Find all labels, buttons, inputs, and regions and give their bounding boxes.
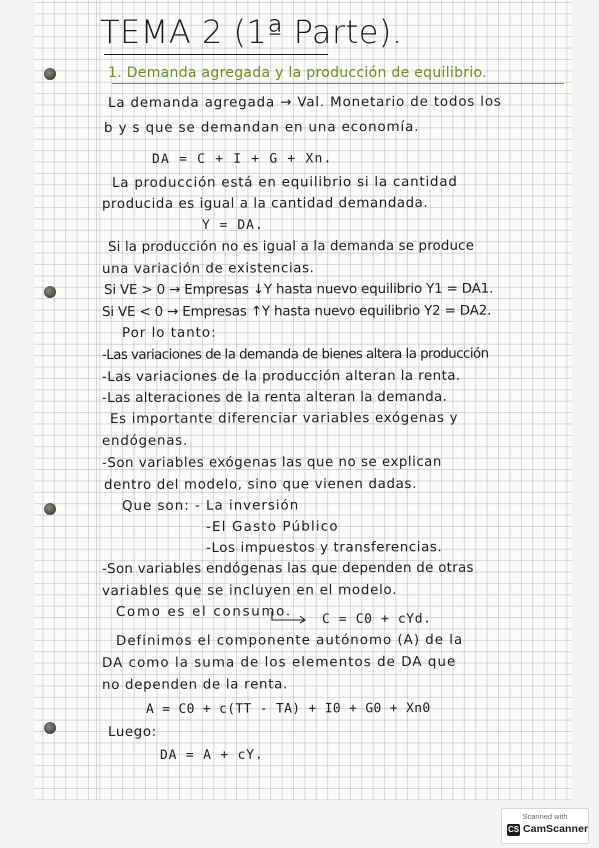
formula-line: DA = A + cY. xyxy=(159,747,264,763)
binder-hole xyxy=(44,722,56,734)
note-line: Si VE > 0 → Empresas ↓Y hasta nuevo equilibrio Y1 = DA1. xyxy=(103,281,494,298)
note-line: -Son variables endógenas las que dependen de otras xyxy=(101,560,474,577)
note-line: Por lo tanto: xyxy=(121,325,217,341)
watermark-caption: Scanned with xyxy=(522,812,568,821)
section-heading: 1. Demanda agregada y la producción de equilibrio. xyxy=(108,65,487,81)
title-underline xyxy=(104,54,328,55)
margin-line xyxy=(96,0,97,800)
note-line: La demanda agregada → Val. Monetario de todos los xyxy=(107,94,502,111)
binder-hole xyxy=(44,286,56,298)
formula-line: A = C0 + c(TT - TA) + I0 + G0 + Xn0 xyxy=(145,701,431,717)
note-line: dentro del modelo, sino que vienen dadas. xyxy=(103,476,418,493)
note-line: b y s que se demandan en una economía. xyxy=(103,119,420,136)
note-line: Como es el consumo. xyxy=(115,604,292,620)
note-line: -Las variaciones de la demanda de bienes altera la producción xyxy=(101,346,489,363)
note-line: Es importante diferenciar variables exógenas y xyxy=(109,410,459,427)
note-line: DA como la suma de los elementos de DA que xyxy=(101,654,457,671)
binder-hole xyxy=(44,68,56,80)
note-line: endógenas. xyxy=(101,433,189,449)
note-line: -Son variables exógenas las que no se explican xyxy=(101,454,442,471)
note-line: variables que se incluyen en el modelo. xyxy=(101,582,398,599)
note-line: producida es igual a la cantidad demandada. xyxy=(101,195,429,212)
arrow-icon xyxy=(270,610,314,624)
scanner-watermark xyxy=(501,808,589,844)
note-line: La producción está en equilibrio si la cantidad xyxy=(111,174,458,191)
binder-hole xyxy=(44,503,56,515)
note-line: Que son: - La inversión xyxy=(121,498,300,514)
note-line: Luego: xyxy=(107,724,157,740)
formula-line: C = C0 + cYd. xyxy=(321,611,432,627)
section-heading-underline xyxy=(112,83,564,84)
note-line: -Los impuestos y transferencias. xyxy=(205,540,443,556)
camscanner-logo-icon: CS xyxy=(507,825,520,834)
note-line: Si VE < 0 → Empresas ↑Y hasta nuevo equilibrio Y2 = DA2. xyxy=(101,303,492,320)
note-line: no dependen de la renta. xyxy=(101,677,289,693)
page-title: TEMA 2 (1ª Parte). xyxy=(100,13,403,51)
note-line: -Las alteraciones de la renta alteran la demanda. xyxy=(101,389,448,406)
note-line: -Las variaciones de la producción alteran la renta. xyxy=(101,368,461,385)
formula-line: DA = C + I + G + Xn. xyxy=(151,151,333,167)
formula-line: Y = DA. xyxy=(201,217,264,233)
note-line: una variación de existencias. xyxy=(101,261,315,277)
note-line: Definimos el componente autónomo (A) de la xyxy=(115,632,464,649)
watermark-brand: CamScanner xyxy=(523,823,589,835)
note-line: -El Gasto Público xyxy=(205,519,339,535)
note-line: Si la producción no es igual a la demanda se produce xyxy=(107,238,475,255)
